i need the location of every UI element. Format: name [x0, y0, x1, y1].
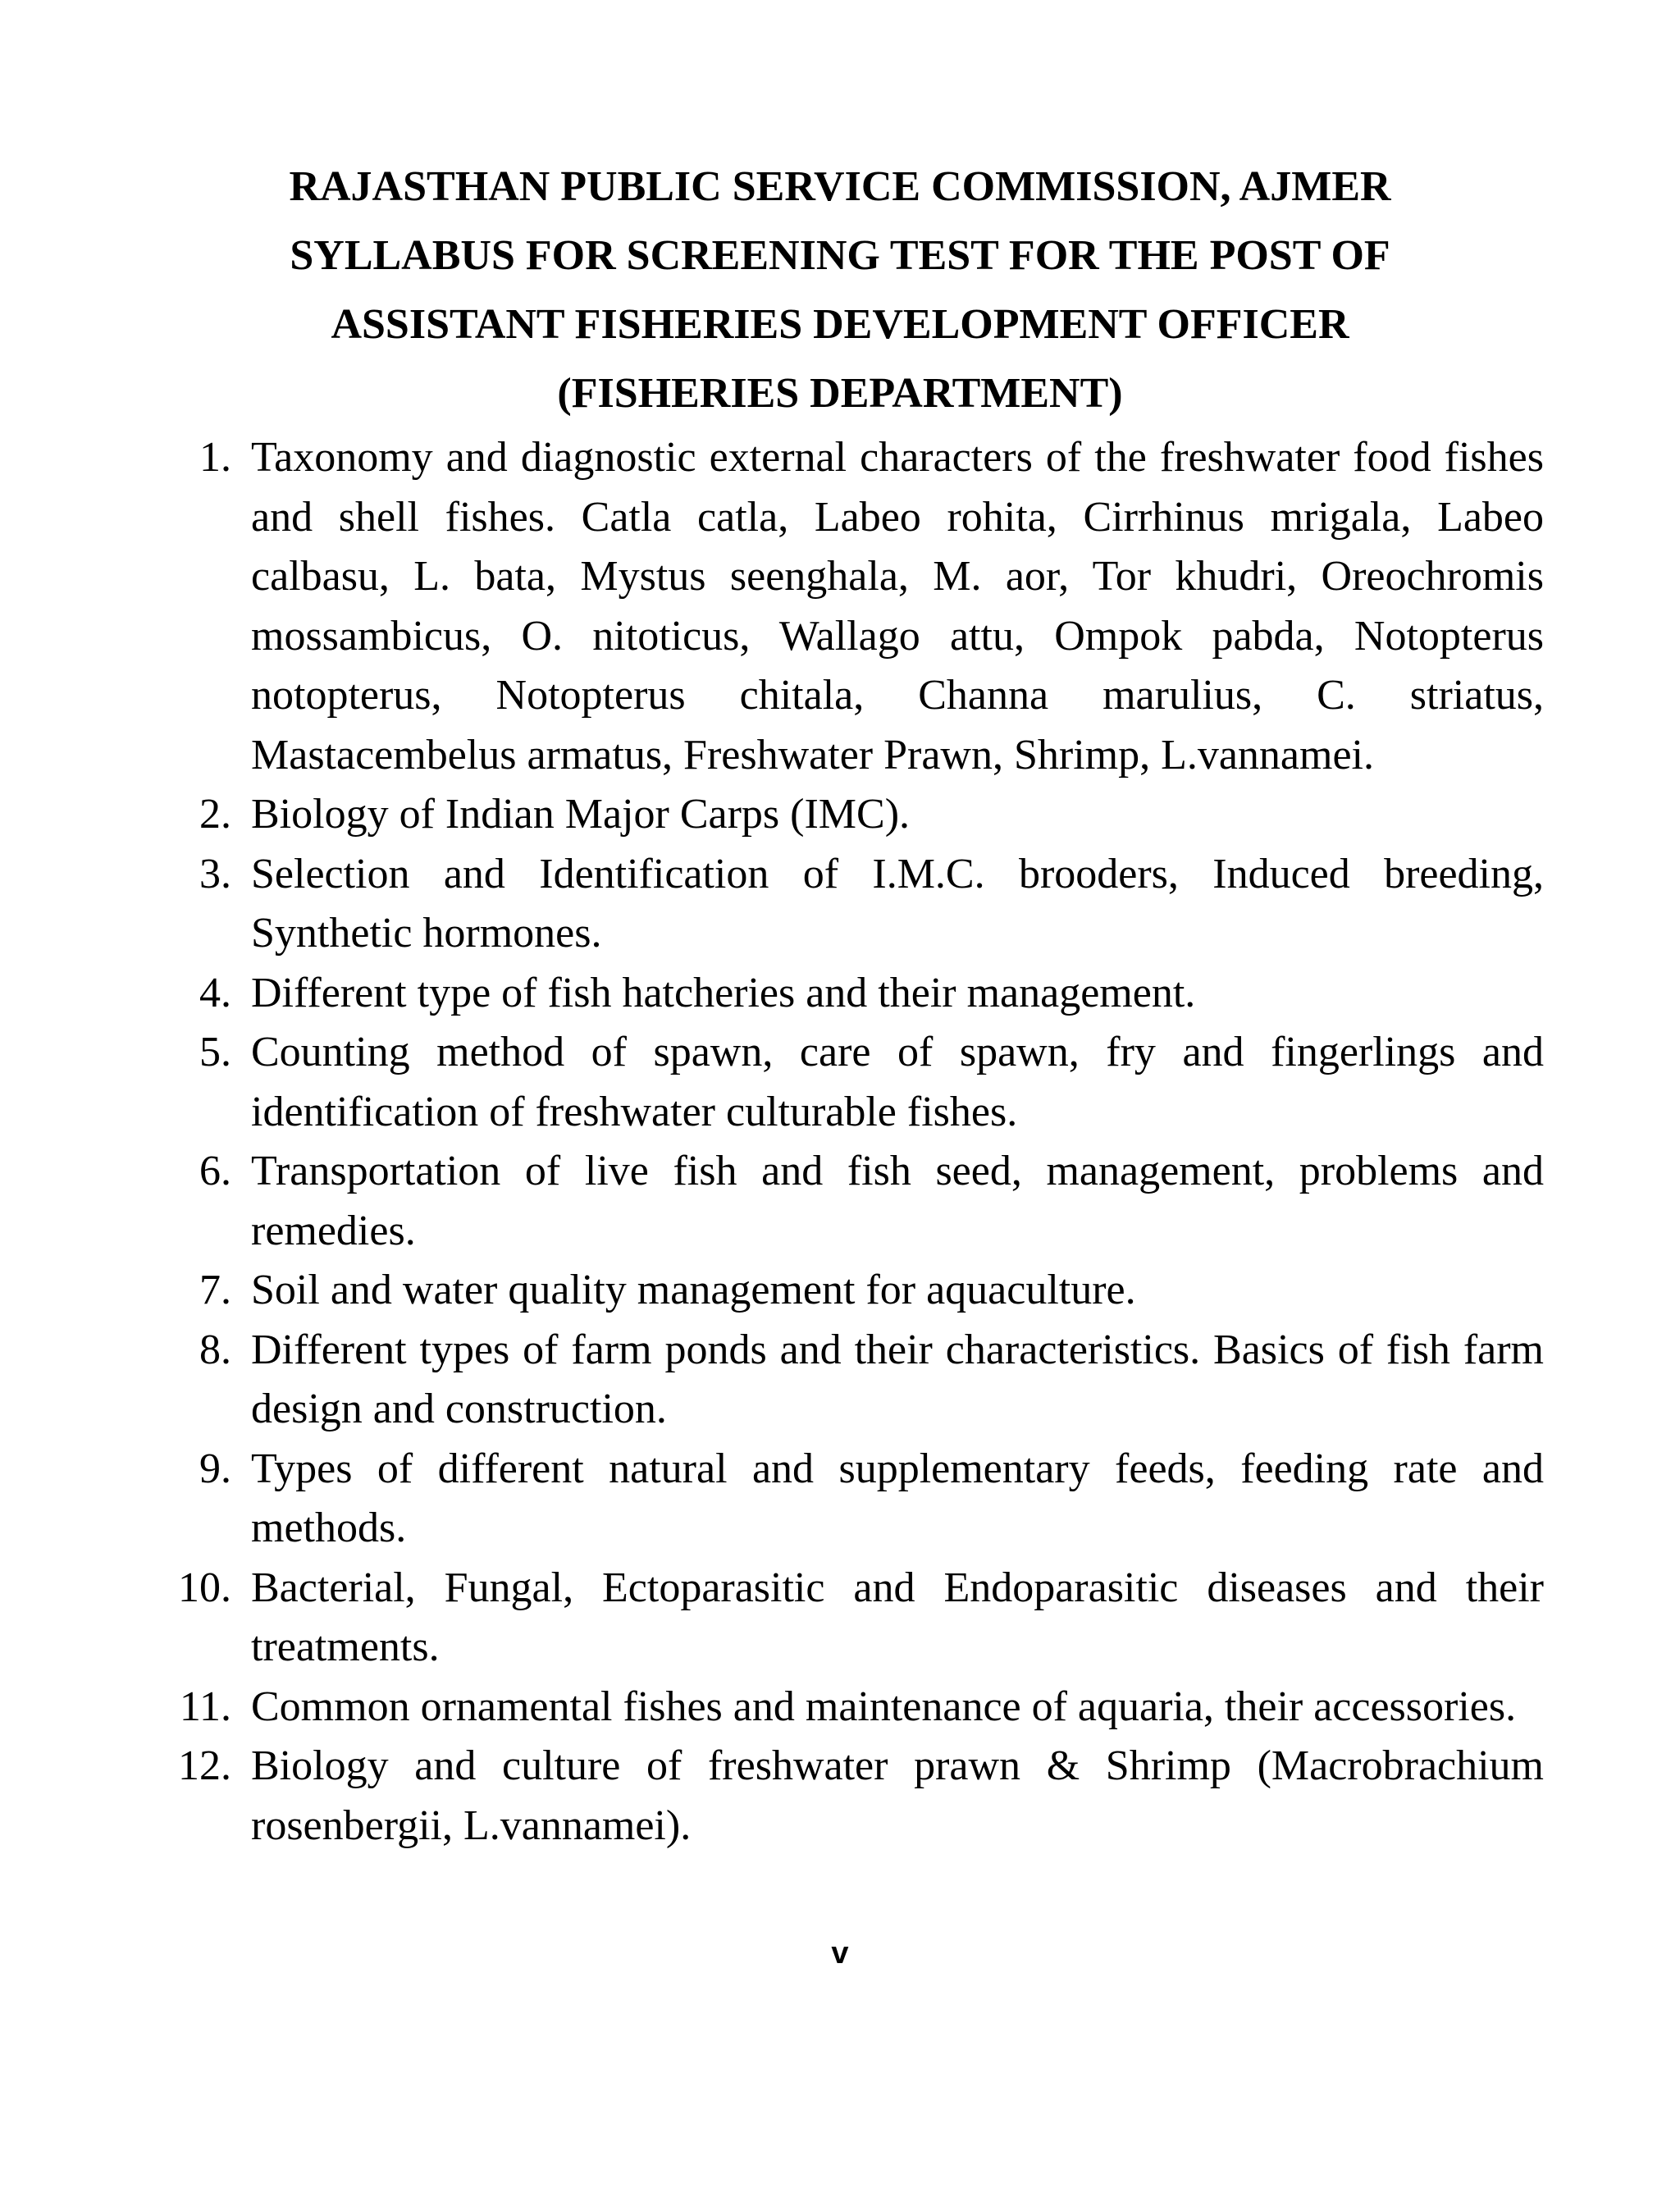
item-text: Soil and water quality management for aquaculture. — [251, 1267, 1136, 1313]
heading-line-department: (FISHERIES DEPARTMENT) — [557, 370, 1123, 417]
syllabus-item — [161, 785, 1544, 845]
heading-line-commission: RAJASTHAN PUBLIC SERVICE COMMISSION, AJMER — [289, 163, 1391, 210]
heading-line-syllabus: SYLLABUS FOR SCREENING TEST FOR THE POST OF — [290, 232, 1390, 279]
syllabus-item — [161, 1678, 1544, 1738]
item-number: 8. — [199, 1326, 231, 1373]
syllabus-item — [161, 1261, 1544, 1321]
syllabus-item — [161, 964, 1544, 1024]
item-number: 9. — [199, 1445, 231, 1492]
item-text: Counting method of spawn, care of spawn, fry and fingerlings and identification of freshwater culturable fishes. — [251, 1029, 1544, 1135]
heading-line-post: ASSISTANT FISHERIES DEVELOPMENT OFFICER — [331, 301, 1349, 348]
item-text: Biology of Indian Major Carps (IMC). — [251, 791, 911, 838]
item-number: 3. — [199, 850, 231, 897]
item-text: Different types of farm ponds and their characteristics. Basics of fish farm design and construction. — [251, 1326, 1544, 1432]
item-number: 10. — [178, 1564, 231, 1611]
page-number: v — [831, 1936, 849, 1970]
item-number: 7. — [199, 1267, 231, 1313]
item-text: Transportation of live fish and fish seed, management, problems and remedies. — [251, 1148, 1544, 1254]
syllabus-item — [161, 1321, 1544, 1440]
item-number: 11. — [179, 1683, 231, 1730]
item-text: Different type of fish hatcheries and their management. — [251, 969, 1196, 1016]
syllabus-item — [161, 1737, 1544, 1856]
item-number: 4. — [199, 969, 231, 1016]
item-number: 12. — [178, 1742, 231, 1789]
item-number: 1. — [199, 434, 231, 481]
syllabus-item — [161, 1142, 1544, 1261]
syllabus-item — [161, 1440, 1544, 1559]
syllabus-item — [161, 1023, 1544, 1142]
syllabus-item — [161, 1559, 1544, 1678]
syllabus-item — [161, 845, 1544, 964]
item-text: Taxonomy and diagnostic external characters of the freshwater food fishes and shell fishes. Catla catla, Labeo rohita, Cirrhinus mrigala, Labeo calbasu, L. bata, Mystus seenghala, M. aor, Tor khudri, Oreochromis mossambicus, O. nitoticus, Wallago attu, Ompok pabda, Notopterus notopterus, Notopterus chitala, Channa marulius, C. striatus, Mastacembelus armatus, Freshwater Prawn, Shrimp, L.vannamei. — [251, 434, 1544, 779]
document-heading — [0, 153, 1680, 428]
item-text: Selection and Identification of I.M.C. brooders, Induced breeding, Synthetic hormones. — [251, 850, 1544, 957]
item-text: Biology and culture of freshwater prawn & Shrimp (Macrobrachium rosenbergii, L.vannamei). — [251, 1742, 1544, 1849]
item-number: 2. — [199, 791, 231, 838]
item-number: 6. — [199, 1148, 231, 1194]
syllabus-item — [161, 428, 1544, 785]
item-text: Types of different natural and supplementary feeds, feeding rate and methods. — [251, 1445, 1544, 1551]
item-number: 5. — [199, 1029, 231, 1075]
item-text: Bacterial, Fungal, Ectoparasitic and Endoparasitic diseases and their treatments. — [251, 1564, 1544, 1670]
item-text: Common ornamental fishes and maintenance of aquaria, their accessories. — [251, 1683, 1517, 1730]
syllabus-list — [161, 428, 1544, 1856]
